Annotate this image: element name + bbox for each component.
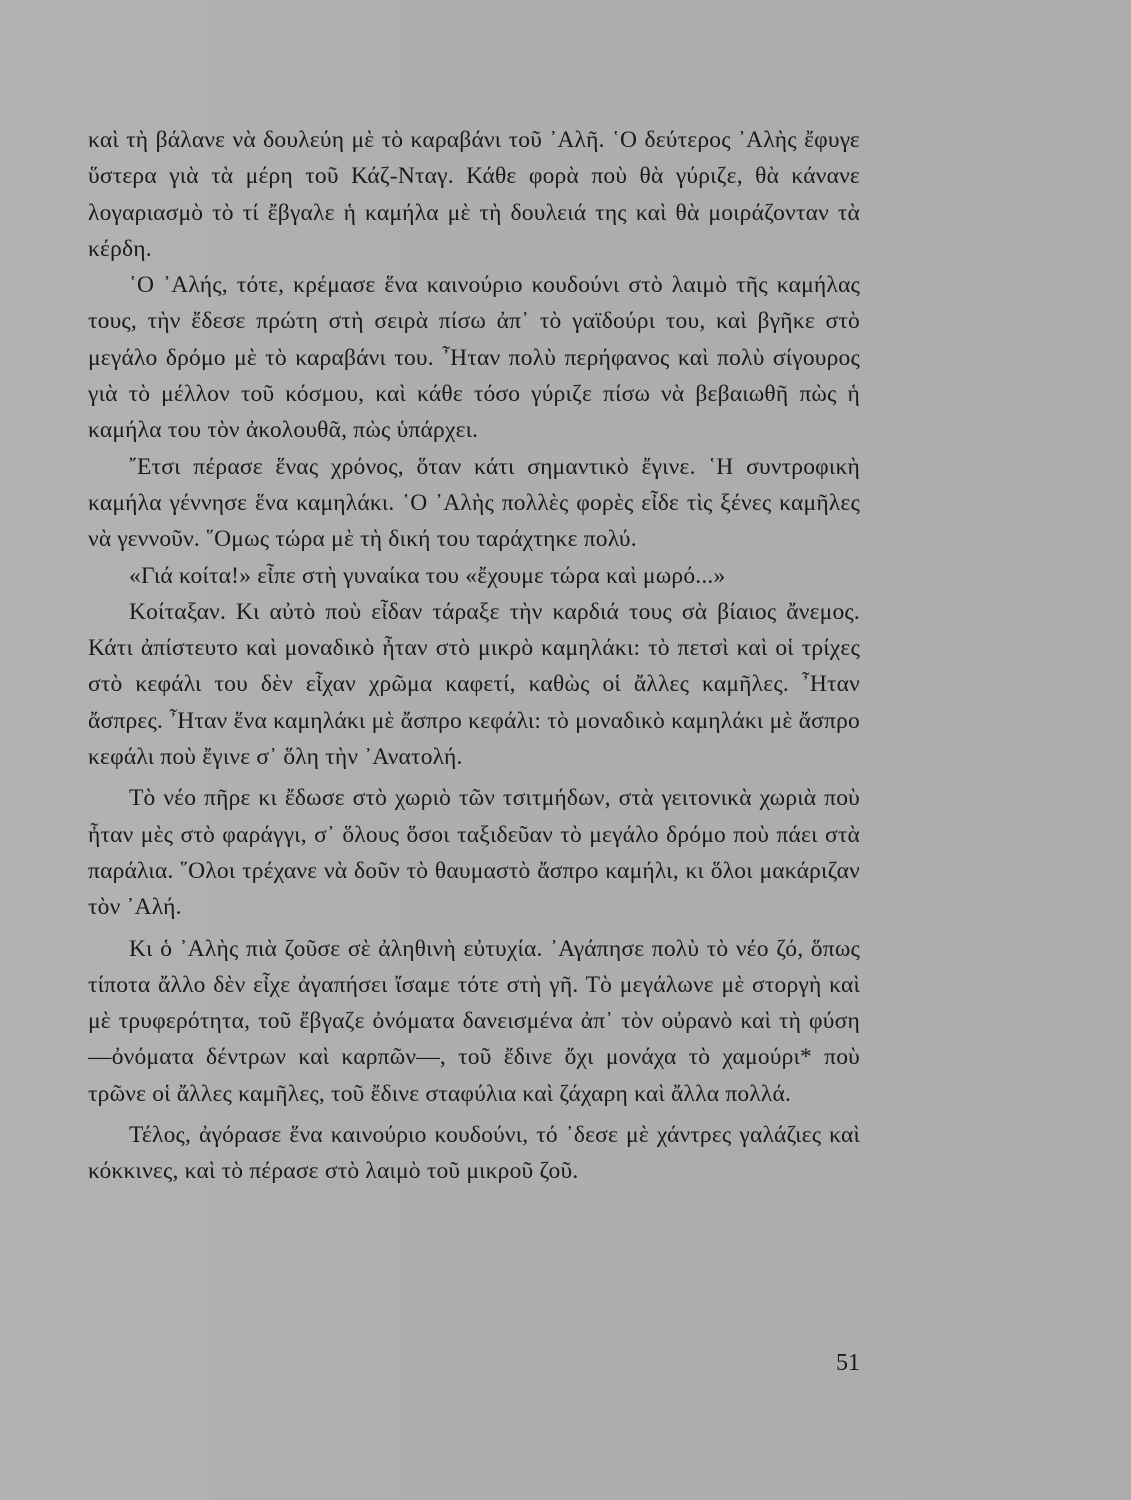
paragraph-6: Τὸ νέο πῆρε κι ἔδωσε στὸ χωριὸ τῶν τσιτμήδων, στὰ γειτονικὰ χωριὰ ποὺ ἦταν μὲς στὸ φαράγγι, σ᾿ ὅλους ὅσοι ταξιδεῦαν τὸ μεγάλο δρόμο ποὺ πάει στὰ παράλια. ῞Ολοι τρέχανε νὰ δοῦν τὸ θαυμαστὸ ἄσπρο καμήλι, κι ὅλοι μακάριζαν τὸν ᾿Αλή. <box>88 785 860 921</box>
paragraph-2: ῾Ο ᾿Αλής, τότε, κρέμασε ἕνα καινούριο κουδούνι στὸ λαιμὸ τῆς καμήλας τους, τὴν ἔδεσε πρώτη στὴ σειρὰ πίσω ἀπ᾿ τὸ γαϊδούρι του, καὶ βγῆκε στὸ μεγάλο δρόμο μὲ τὸ καραβάνι του. ῏Ηταν πολὺ περήφανος καὶ πολὺ σίγουρος γιὰ τὸ μέλλον τοῦ κόσμου, καὶ κάθε τόσο γύριζε πίσω νὰ βεβαιωθῆ πὼς ἡ καμήλα του τὸν ἀκολουθᾶ, πὼς ὑπάρχει. <box>88 272 860 444</box>
paragraph-4: «Γιά κοίτα!» εἶπε στὴ γυναίκα του «ἔχουμε τώρα καὶ μωρό...» <box>129 562 726 589</box>
page-number: 51 <box>836 1350 860 1376</box>
paragraph-8: Τέλος, ἀγόρασε ἕνα καινούριο κουδούνι, τό ᾿δεσε μὲ χάντρες γαλάζιες καὶ κόκκινες, καὶ τὸ πέρασε στὸ λαιμὸ τοῦ μικροῦ ζοῦ. <box>88 1122 860 1185</box>
paragraph-3: ῎Ετσι πέρασε ἕνας χρόνος, ὅταν κάτι σημαντικὸ ἔγινε. ῾Η συντροφικὴ καμήλα γέννησε ἕνα καμηλάκι. ῾Ο ᾿Αλὴς πολλὲς φορὲς εἶδε τὶς ξένες καμῆλες νὰ γεννοῦν. ῞Ομως τώρα μὲ τὴ δική του ταράχτηκε πολύ. <box>88 453 860 553</box>
paragraph-5: Κοίταξαν. Κι αὐτὸ ποὺ εἶδαν τάραξε τὴν καρδιά τους σὰ βίαιος ἄνεμος. Κάτι ἀπίστευτο καὶ μοναδικὸ ἦταν στὸ μικρὸ καμηλάκι: τὸ πετσὶ καὶ οἱ τρίχες στὸ κεφάλι του δὲν εἶχαν χρῶμα καφετί, καθὼς οἱ ἄλλες καμῆλες. ῏Ηταν ἄσπρες. ῏Ηταν ἕνα καμηλάκι μὲ ἄσπρο κεφάλι: τὸ μοναδικὸ καμηλάκι μὲ ἄσπρο κεφάλι ποὺ ἔγινε σ᾿ ὅλη τὴν ᾿Ανατολή. <box>88 598 860 771</box>
body-text <box>88 122 860 1190</box>
paragraph-1: καὶ τὴ βάλανε νὰ δουλεύη μὲ τὸ καραβάνι τοῦ ᾿Αλῆ. ῾Ο δεύτερος ᾿Αλὴς ἔφυγε ὕστερα γιὰ τὰ μέρη τοῦ Κάζ-Νταγ. Κάθε φορὰ ποὺ θὰ γύριζε, θὰ κάνανε λογαριασμὸ τὸ τί ἔβγαλε ἡ καμήλα μὲ τὴ δουλειά της καὶ θὰ μοιράζονταν τὰ κέρδη. <box>88 127 860 262</box>
paragraph-7: Κι ὁ ᾿Αλὴς πιὰ ζοῦσε σὲ ἀληθινὴ εὐτυχία. ᾿Αγάπησε πολὺ τὸ νέο ζό, ὅπως τίποτα ἄλλο δὲν εἶχε ἀγαπήσει ἴσαμε τότε στὴ γῆ. Τὸ μεγάλωνε μὲ στοργὴ καὶ μὲ τρυφερότητα, τοῦ ἔβγαζε ὀνόματα δανεισμένα ἀπ᾿ τὸν οὐρανὸ καὶ τὴ φύση —ὀνόματα δέντρων καὶ καρπῶν—, τοῦ ἔδινε ὄχι μονάχα τὸ χαμούρι* ποὺ τρῶνε οἱ ἄλλες καμῆλες, τοῦ ἔδινε σταφύλια καὶ ζάχαρη καὶ ἄλλα πολλά. <box>88 935 860 1107</box>
